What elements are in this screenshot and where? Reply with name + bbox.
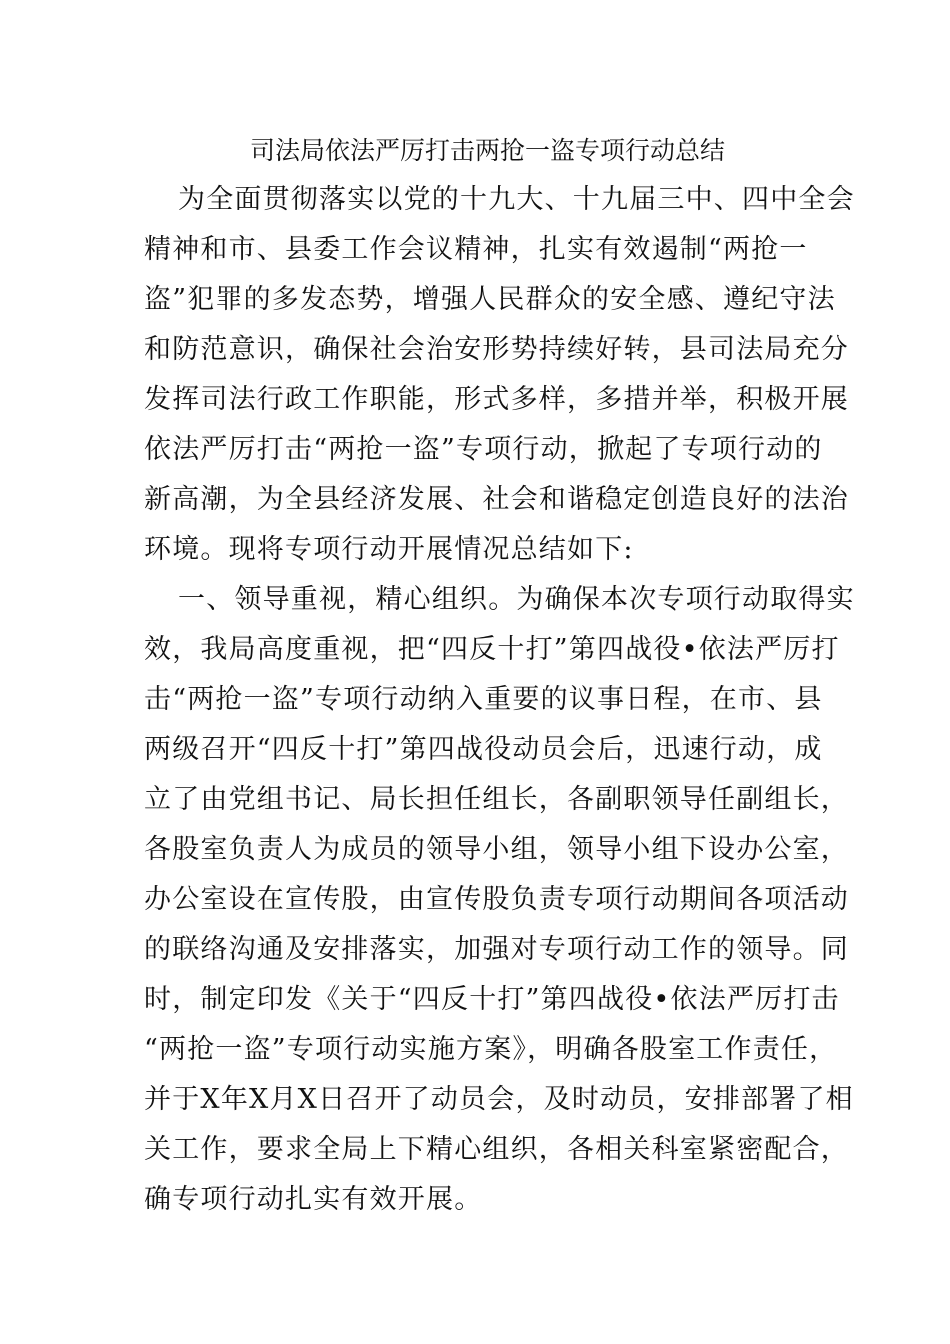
paragraph-line: 立了由党组书记、局长担任组长，各副职领导任副组长， [144,784,849,815]
paragraph-line: 击“两抢一盗”专项行动纳入重要的议事日程，在市、县 [144,684,823,715]
paragraph-line: 新高潮，为全县经济发展、社会和谐稳定创造良好的法治 [144,484,849,515]
paragraph-line: 环境。现将专项行动开展情况总结如下: [144,534,634,565]
paragraph-line: 各股室负责人为成员的领导小组，领导小组下设办公室， [144,834,849,865]
paragraph-line: 办公室设在宣传股，由宣传股负责专项行动期间各项活动 [144,884,849,915]
paragraph-line: 关工作，要求全局上下精心组织，各相关科室紧密配合， [144,1134,849,1165]
paragraph-line: 精神和市、县委工作会议精神，扎实有效遏制“两抢一 [144,234,808,265]
paragraph-line: 发挥司法行政工作职能，形式多样，多措并举，积极开展 [144,384,849,415]
paragraph-line: 时，制定印发《关于“四反十打”第四战役•依法严厉打击 [144,984,840,1015]
paragraph-line: 盗”犯罪的多发态势，增强人民群众的安全感、遵纪守法 [144,284,836,315]
paragraph-line: 效，我局高度重视，把“四反十打”第四战役•依法严厉打 [144,634,840,665]
paragraph-line: “两抢一盗”专项行动实施方案》，明确各股室工作责任， [144,1034,838,1065]
paragraph-line: 的联络沟通及安排落实，加强对专项行动工作的领导。同 [144,934,849,965]
paragraph-line: 为全面贯彻落实以党的十九大、十九届三中、四中全会 [178,184,855,215]
paragraph-line: 两级召开“四反十打”第四战役动员会后，迅速行动，成 [144,734,823,765]
paragraph-line: 确专项行动扎实有效开展。 [144,1184,483,1215]
paragraph-line: 和防范意识，确保社会治安形势持续好转，县司法局充分 [144,334,849,365]
document-title: 司法局依法严厉打击两抢一盗专项行动总结 [250,136,726,165]
paragraph-line: 依法严厉打击“两抢一盗”专项行动，掀起了专项行动的 [144,434,823,465]
paragraph-line: 并于X年X月X日召开了动员会，及时动员，安排部署了相 [144,1084,854,1115]
paragraph-line: 一、领导重视，精心组织。为确保本次专项行动取得实 [178,584,855,615]
